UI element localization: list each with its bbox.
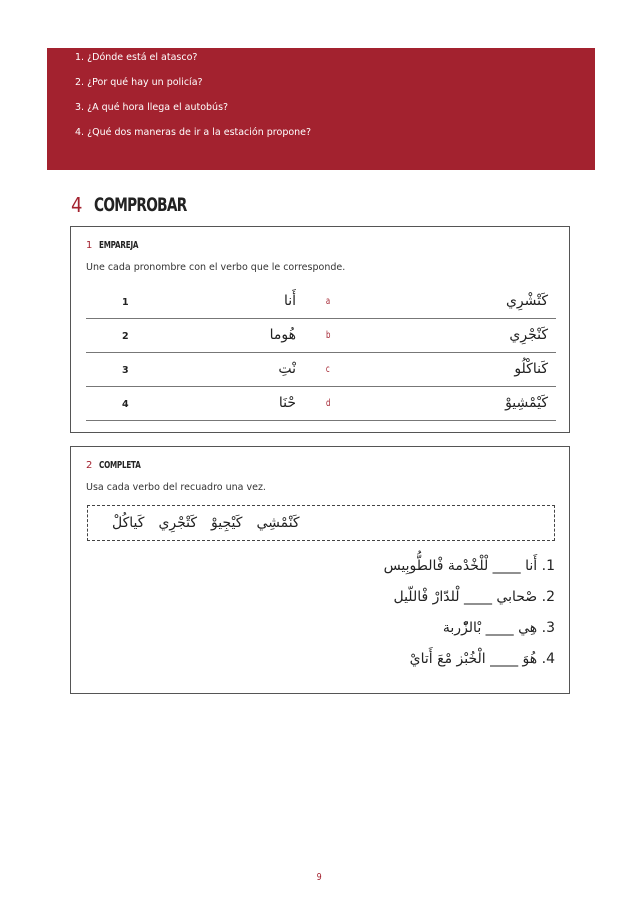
exercise-match-box bbox=[70, 226, 570, 433]
word-bank-item: كَتْجْرِي bbox=[158, 515, 198, 531]
exercise-heading bbox=[86, 460, 157, 471]
match-table bbox=[86, 285, 556, 421]
questions-banner bbox=[47, 48, 595, 170]
fill-sentence[interactable]: 1. أَنا ____ لْلْخْدْمة فْالطُّوبِيس bbox=[383, 558, 555, 574]
exercise-instruction: Usa cada verbo del recuadro una vez. bbox=[86, 482, 266, 493]
section-title: COMPROBAR bbox=[94, 194, 187, 216]
sentence-list bbox=[384, 558, 555, 682]
verb[interactable]: كَناكْلُو bbox=[514, 361, 548, 377]
fill-sentence[interactable]: 4. هُوَ ____ الْخُبْز مْعَ أَتايْ bbox=[409, 651, 555, 667]
option-letter: a bbox=[325, 296, 331, 307]
question-item: 1. ¿Dónde está el atasco? bbox=[75, 52, 198, 63]
row-number: 4 bbox=[122, 399, 129, 410]
exercise-number: 2 bbox=[86, 460, 93, 471]
section-number: 4 bbox=[71, 193, 83, 217]
exercise-instruction: Une cada pronombre con el verbo que le corresponde. bbox=[86, 262, 346, 273]
pronoun[interactable]: حْنَا bbox=[278, 395, 296, 411]
word-bank bbox=[87, 505, 555, 541]
question-item: 3. ¿A qué hora llega el autobús? bbox=[75, 102, 229, 113]
pronoun[interactable]: أَنا bbox=[283, 293, 296, 309]
option-letter: b bbox=[325, 330, 331, 341]
question-item: 4. ¿Qué dos maneras de ir a la estación propone? bbox=[75, 127, 312, 138]
pronoun[interactable]: هُوما bbox=[269, 327, 296, 343]
match-row bbox=[86, 387, 556, 421]
row-number: 3 bbox=[122, 365, 129, 376]
match-row bbox=[86, 285, 556, 319]
fill-sentence[interactable]: 3. هِي ____ بْالزّْربة bbox=[442, 620, 555, 636]
section-heading bbox=[71, 192, 223, 218]
option-letter: c bbox=[325, 364, 330, 375]
word-bank-item: كَنْمْشِي bbox=[256, 515, 300, 531]
exercise-title: COMPLETA bbox=[99, 460, 141, 471]
row-number: 2 bbox=[122, 331, 129, 342]
exercise-complete-box bbox=[70, 446, 570, 694]
match-row bbox=[86, 353, 556, 387]
row-number: 1 bbox=[122, 297, 129, 308]
exercise-heading bbox=[86, 240, 154, 251]
questions-list bbox=[75, 52, 311, 152]
word-bank-item: كَياكُلْ bbox=[112, 515, 145, 531]
question-item: 2. ¿Por qué hay un policía? bbox=[75, 77, 203, 88]
verb[interactable]: كَنْجْرِي bbox=[509, 327, 548, 343]
verb[interactable]: كَيْمْشِيوْ bbox=[505, 395, 548, 411]
page-number: 9 bbox=[316, 872, 322, 883]
fill-sentence[interactable]: 2. صْحابي ____ لْلدّارْ فْاللّيل bbox=[393, 589, 555, 605]
pronoun[interactable]: نْتِ bbox=[278, 361, 296, 377]
match-row bbox=[86, 319, 556, 353]
option-letter: d bbox=[325, 398, 331, 409]
exercise-title: EMPAREJA bbox=[99, 240, 139, 251]
verb[interactable]: كَتْشْرِي bbox=[505, 293, 548, 309]
exercise-number: 1 bbox=[86, 240, 93, 251]
word-bank-item: كَيْجِيوْ bbox=[211, 515, 243, 531]
